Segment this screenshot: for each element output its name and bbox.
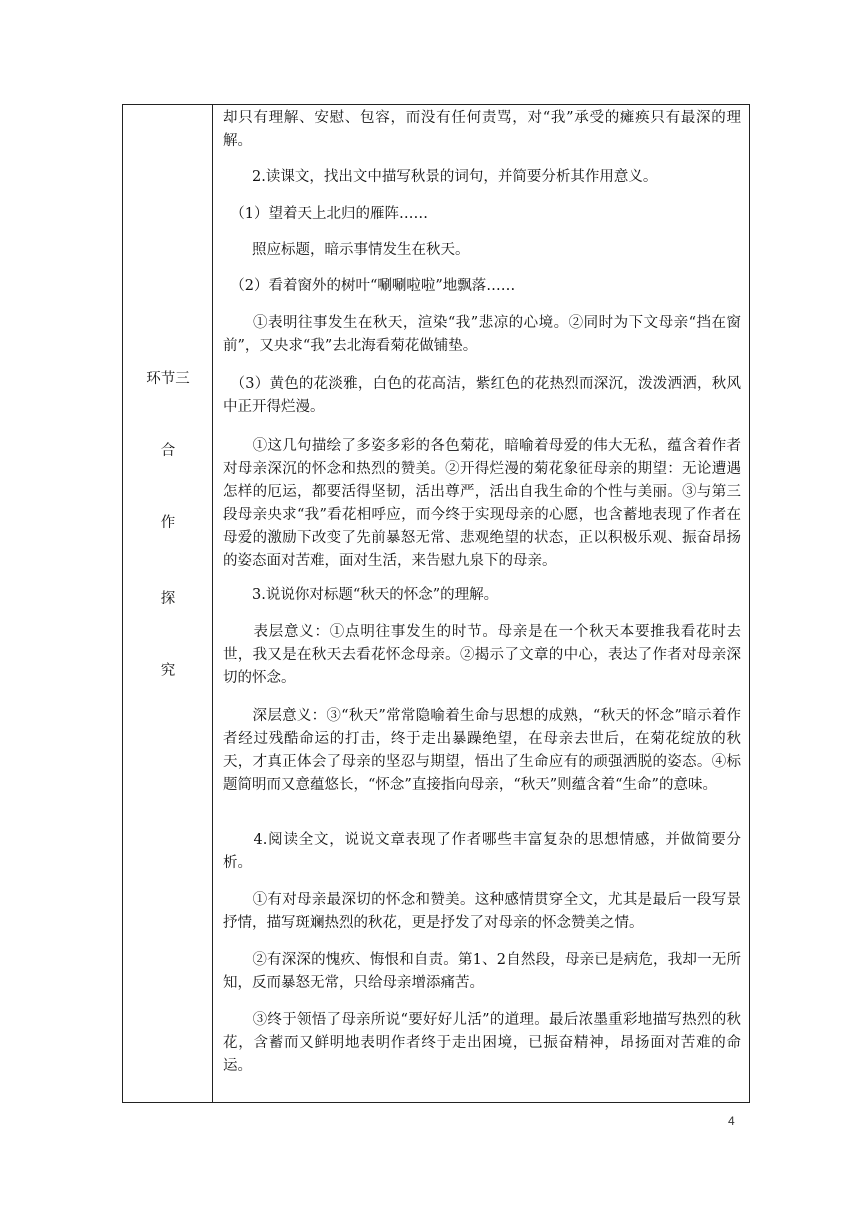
section-label-char: 作	[160, 515, 176, 531]
paragraph: ②有深深的愧疚、悔恨和自责。第1、2自然段，母亲已是病危，我却一无所知，反而暴怒无常，只给母亲增添痛苦。	[223, 952, 741, 991]
paragraph: 3.说说你对标题“秋天的怀念”的理解。	[223, 587, 499, 603]
paragraph: 却只有理解、安慰、包容，而没有任何责骂，对“我”承受的瘫痪只有最深的理解。	[223, 110, 741, 149]
page-number: 4	[728, 1114, 735, 1128]
paragraph: （3）黄色的花淡雅，白色的花高洁，紫红色的花热烈而深沉，泼泼洒洒，秋风中正开得烂漫。	[223, 376, 741, 415]
paragraph: 深层意义：③“秋天”常常隐喻着生命与思想的成熟，“秋天的怀念”暗示着作者经过残酷命运的打击，终于走出暴躁绝望，在母亲去世后，在菊花绽放的秋天，才真正体会了母亲的坚忍与期望，悟出了生命应有的顽强洒脱的姿态。④标题简明而又意蕴悠长，“怀念”直接指向母亲，“秋天”则蕴含着“生命”的意味。	[223, 708, 741, 793]
paragraph: ①有对母亲最深切的怀念和赞美。这种感情贯穿全文，尤其是最后一段写景抒情，描写斑斓热烈的秋花，更是抒发了对母亲的怀念赞美之情。	[223, 892, 741, 931]
paragraph: 照应标题，暗示事情发生在秋天。	[223, 242, 470, 258]
paragraph: （1）望着天上北归的雁阵……	[223, 206, 428, 222]
content-column	[213, 105, 749, 1102]
paragraph: ①表明往事发生在秋天，渲染“我”悲凉的心境。②同时为下文母亲“挡在窗前”，又央求“我”去北海看菊花做铺垫。	[223, 315, 741, 354]
lesson-table	[122, 104, 750, 1103]
paragraph: ①这几句描绘了多姿多彩的各色菊花，暗喻着母爱的伟大无私，蕴含着作者对母亲深沉的怀念和热烈的赞美。②开得烂漫的菊花象征母亲的期望：无论遭遇怎样的厄运，都要活得坚韧，活出尊严，活出自我生命的个性与美丽。③与第三段母亲央求“我”看花相呼应，而今终于实现母亲的心愿，也含蓄地表现了作者在母爱的激励下改变了先前暴怒无常、悲观绝望的状态，正以积极乐观、振奋昂扬的姿态面对苦难，面对生活，来告慰九泉下的母亲。	[223, 438, 741, 569]
paragraph: ③终于领悟了母亲所说“要好好儿活”的道理。最后浓墨重彩地描写热烈的秋花，含蓄而又鲜明地表明作者终于走出困境，已振奋精神，昂扬面对苦难的命运。	[223, 1012, 741, 1074]
paragraph: （2）看着窗外的树叶“唰唰啦啦”地飘落……	[223, 278, 516, 294]
section-label-char: 合	[160, 443, 176, 459]
section-label-char: 究	[160, 663, 176, 679]
paragraph: 2.读课文，找出文中描写秋景的词句，并简要分析其作用意义。	[223, 169, 658, 185]
section-label-column	[123, 105, 213, 1102]
paragraph: 4.阅读全文，说说文章表现了作者哪些丰富复杂的思想情感，并做简要分析。	[223, 832, 741, 871]
section-label-char: 环节三	[146, 371, 190, 387]
paragraph: 表层意义：①点明往事发生的时节。母亲是在一个秋天本要推我看花时去世，我又是在秋天去看花怀念母亲。②揭示了文章的中心，表达了作者对母亲深切的怀念。	[223, 624, 741, 686]
section-label-char: 探	[160, 591, 176, 607]
